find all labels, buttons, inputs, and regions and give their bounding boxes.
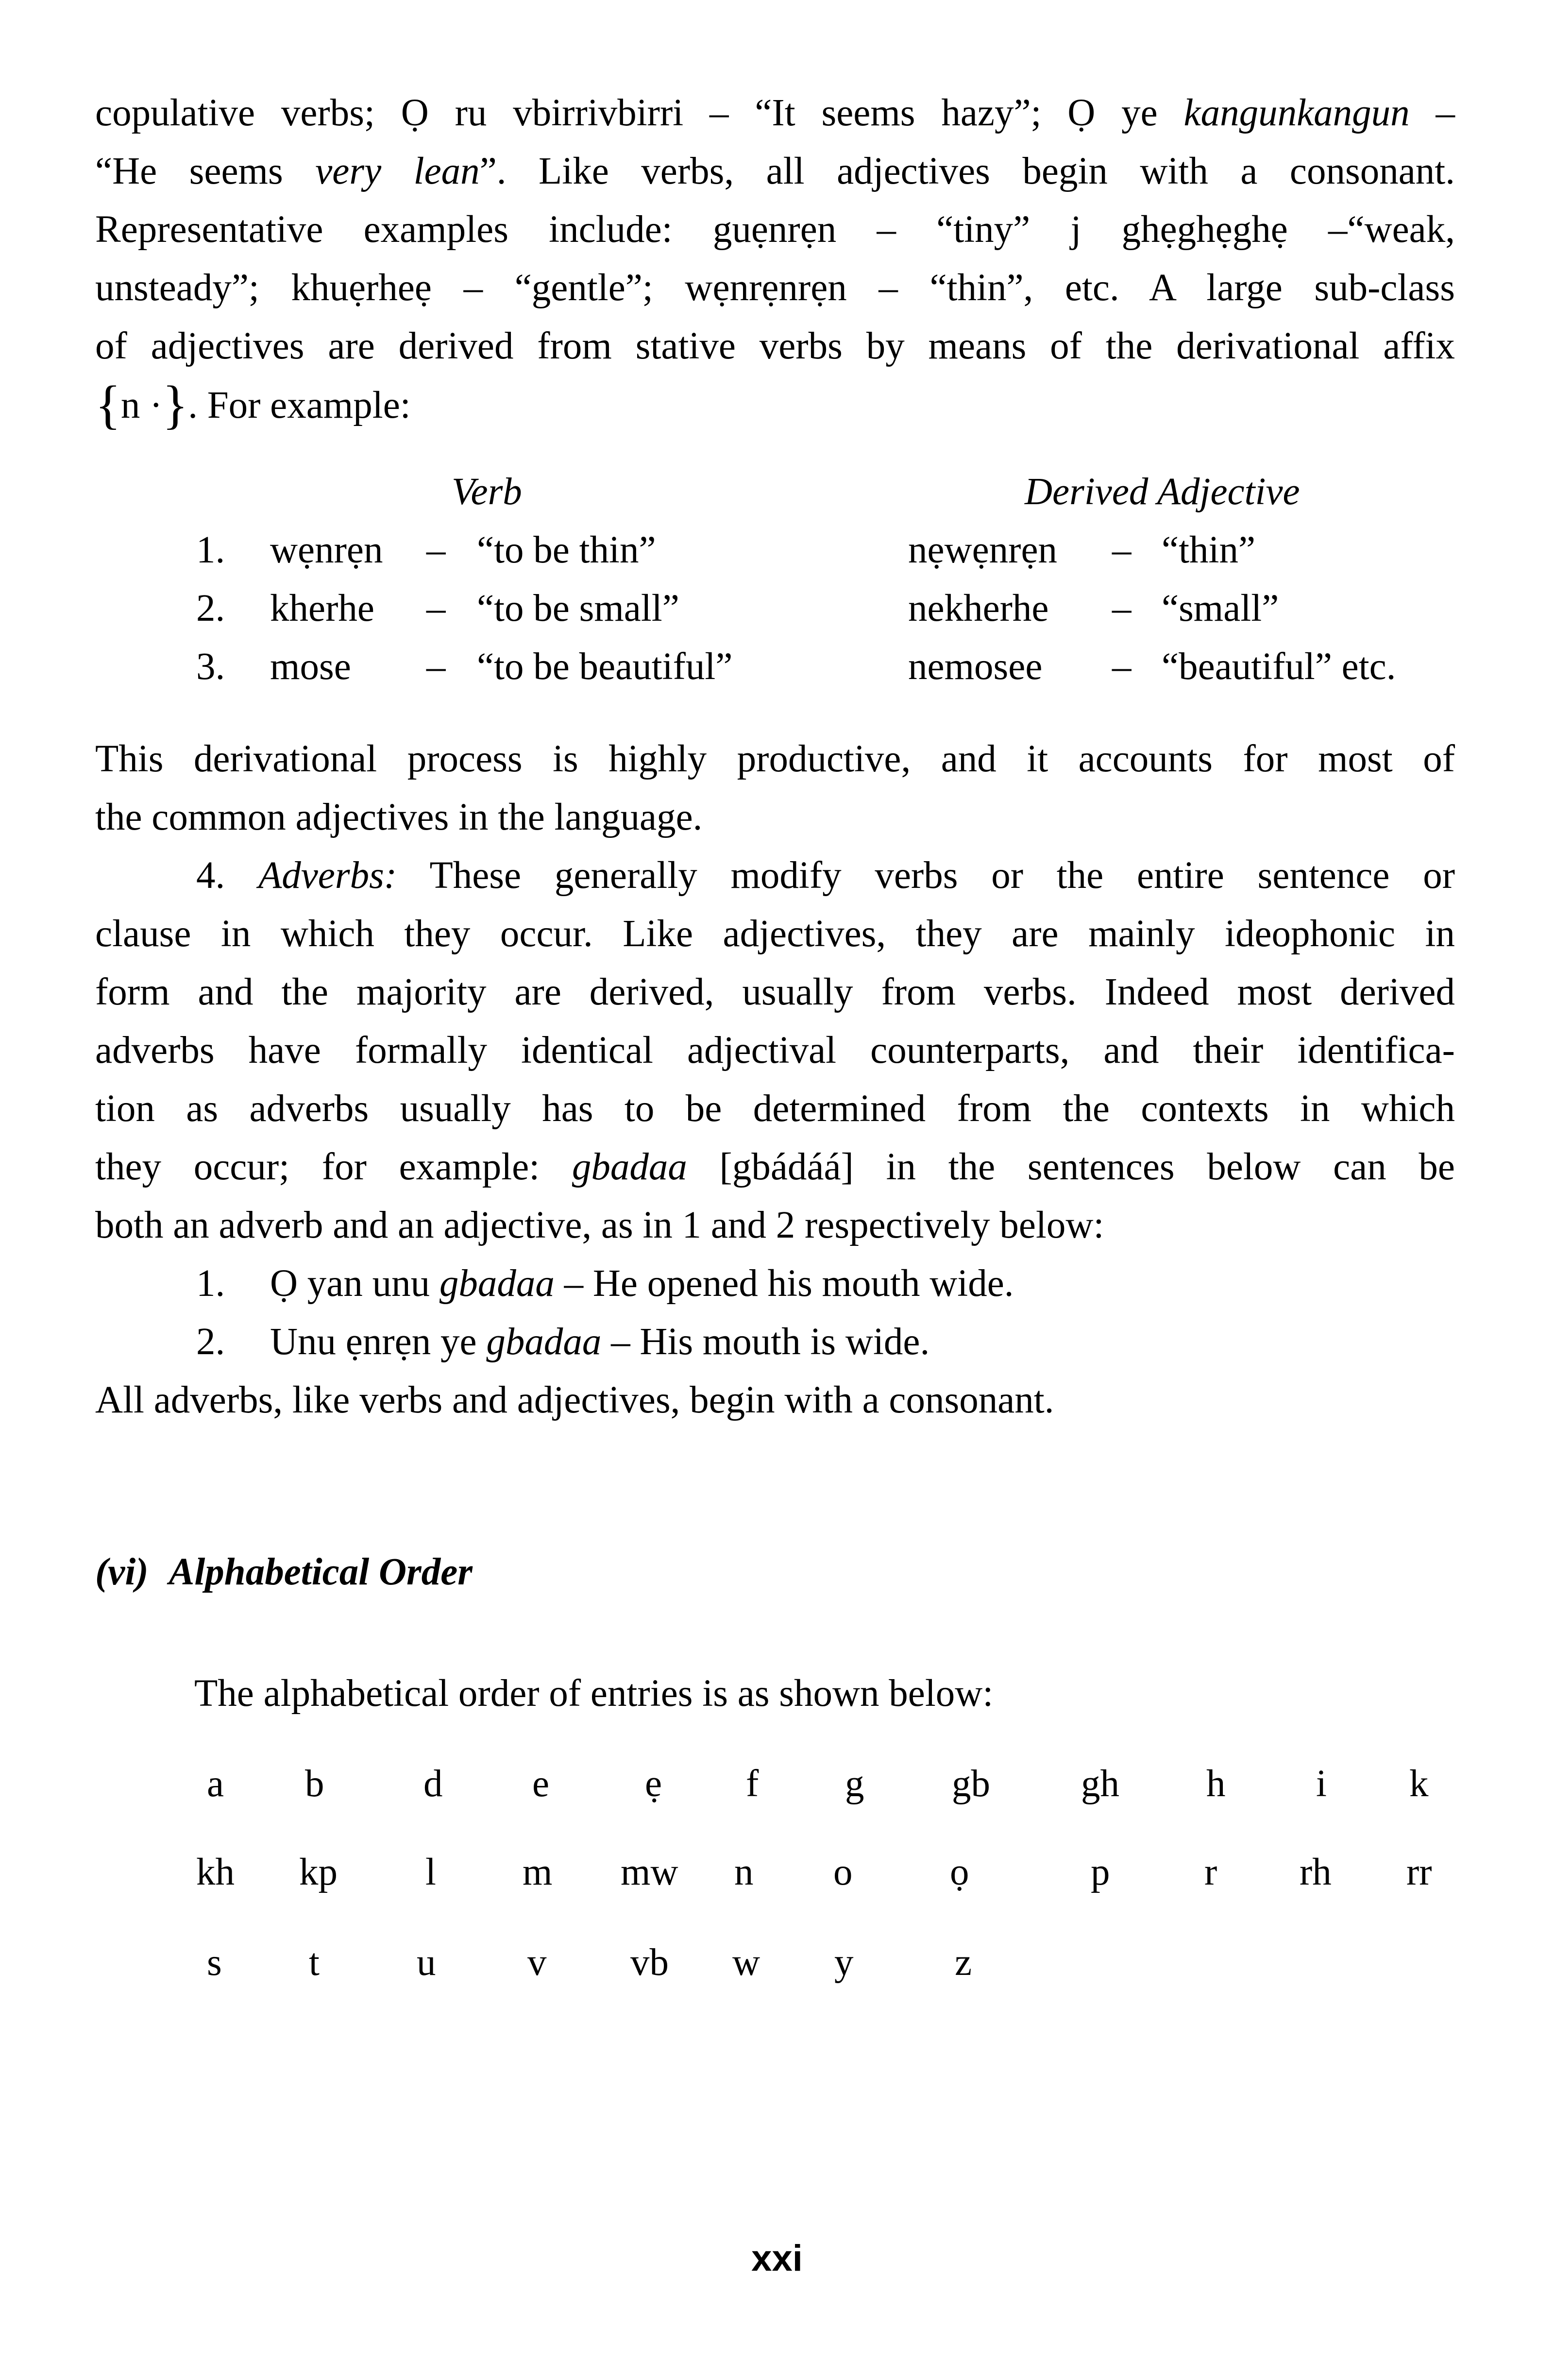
italic-term: kangunkangun (1183, 92, 1410, 134)
text-span: Unu ẹnrẹn ye (270, 1321, 487, 1363)
brace-close: } (162, 375, 188, 434)
para1-line4: unsteady”; khuẹrheẹ – “gentle”; wẹnrẹnrẹn – “thin”, etc. A large sub-class (95, 267, 1455, 309)
section-heading (95, 1546, 473, 1599)
alphabet-letter: o (833, 1851, 853, 1893)
alphabet-letter: mw (621, 1851, 678, 1893)
brace-open: { (95, 375, 121, 434)
alphabet-letter: ẹ (645, 1763, 662, 1805)
adjective-gloss: “small” (1162, 587, 1279, 629)
dash: – (1112, 529, 1132, 571)
alphabet-letter: h (1206, 1763, 1226, 1805)
alphabet-letter: gh (1081, 1763, 1119, 1805)
column-header-verb: Verb (452, 471, 522, 513)
alphabet-letter: u (417, 1941, 436, 1984)
alphabet-letter: s (207, 1941, 222, 1984)
text-span: – He opened his mouth wide. (554, 1262, 1014, 1305)
text-span: [gbádáá] in the sentences below can be (687, 1146, 1455, 1188)
row-number: 1. (196, 529, 225, 571)
text-span: – (1409, 92, 1455, 134)
alphabet-letter: a (207, 1763, 224, 1805)
para2-line2: the common adjectives in the language. (95, 796, 703, 838)
alphabet-letter: l (425, 1851, 436, 1893)
italic-term: gbadaa (439, 1262, 555, 1305)
para1-line1 (95, 86, 1455, 140)
alphabet-letter: z (955, 1941, 972, 1984)
para1-line6 (95, 375, 1455, 434)
para3-line7: both an adverb and an adjective, as in 1 and 2 respectively below: (95, 1204, 1104, 1246)
alphabet-letter: w (732, 1941, 760, 1984)
alphabet-letter: g (845, 1763, 864, 1805)
text-span: “He seems (95, 150, 316, 192)
alphabet-letter: m (523, 1851, 553, 1893)
page-number: xxi (751, 2238, 803, 2279)
text-span: Ọ yan unu (270, 1262, 439, 1305)
alphabet-letter: i (1316, 1763, 1327, 1805)
alphabet-letter: d (423, 1763, 443, 1805)
alphabet-letter: kh (196, 1851, 235, 1893)
para3-line5: tion as adverbs usually has to be determined from the contexts in which (95, 1088, 1455, 1130)
alphabet-letter: k (1409, 1763, 1429, 1805)
text-span: they occur; for example: (95, 1146, 572, 1188)
alphabet-letter: kp (299, 1851, 338, 1893)
alphabet-letter: y (834, 1941, 854, 1984)
dash: – (426, 646, 446, 688)
alphabet-letter: gb (952, 1763, 990, 1805)
para4-line1: All adverbs, like verbs and adjectives, begin with a consonant. (95, 1379, 1054, 1421)
alphabet-letter: f (746, 1763, 759, 1805)
italic-term: very lean (315, 150, 480, 192)
example-number: 2. (196, 1321, 225, 1363)
adjective-form: nemosee (908, 646, 1043, 688)
row-number: 2. (196, 587, 225, 629)
example-number: 1. (196, 1262, 225, 1305)
para3-line6 (95, 1140, 1455, 1194)
verb-form: wẹnrẹn (270, 529, 383, 571)
example-sentence (270, 1257, 1014, 1310)
section-number: (vi) (95, 1551, 149, 1593)
italic-term: Adverbs: (258, 854, 397, 897)
italic-term: gbadaa (572, 1146, 687, 1188)
item-number: 4. (196, 854, 258, 897)
text-span: ”. Like verbs, all adjectives begin with a consonant. (479, 150, 1455, 192)
adjective-form: nekherhe (908, 587, 1049, 629)
dash: – (426, 587, 446, 629)
alphabet-letter: b (305, 1763, 324, 1805)
alphabet-letter: n (734, 1851, 754, 1893)
alphabet-intro: The alphabetical order of entries is as shown below: (194, 1672, 994, 1715)
para1-line5: of adjectives are derived from stative verbs by means of the derivational affix (95, 325, 1455, 367)
dash: – (1112, 646, 1132, 688)
para3-line3: form and the majority are derived, usually from verbs. Indeed most derived (95, 971, 1455, 1013)
alphabet-letter: p (1091, 1851, 1110, 1893)
alphabet-letter: rr (1406, 1851, 1432, 1893)
adjective-gloss: “beautiful” etc. (1162, 646, 1396, 688)
alphabet-letter: r (1204, 1851, 1217, 1893)
text-span: – His mouth is wide. (601, 1321, 930, 1363)
para3-line2: clause in which they occur. Like adjectives, they are mainly ideophonic in (95, 913, 1455, 955)
alphabet-letter: t (309, 1941, 320, 1984)
para3-line4: adverbs have formally identical adjectival counterparts, and their identifica- (95, 1029, 1455, 1071)
adjective-form: nẹwẹnrẹn (908, 529, 1058, 571)
italic-term: gbadaa (486, 1321, 602, 1363)
para1-line3: Representative examples include: guẹnrẹn – “tiny” j ghẹghẹghẹ –“weak, (95, 208, 1455, 251)
verb-gloss: “to be thin” (477, 529, 656, 571)
verb-form: mose (270, 646, 351, 688)
section-title: Alphabetical Order (169, 1551, 473, 1593)
para2-line1: This derivational process is highly productive, and it accounts for most of (95, 738, 1455, 780)
alphabet-letter: ọ (950, 1851, 969, 1893)
text-span: copulative verbs; Ọ ru vbirrivbirri – “It seems hazy”; Ọ ye (95, 92, 1184, 134)
affix: n · (120, 384, 163, 426)
para1-line2 (95, 145, 1455, 198)
alphabet-letter: vb (630, 1941, 669, 1984)
verb-form: kherhe (270, 587, 374, 629)
adjective-gloss: “thin” (1162, 529, 1256, 571)
alphabet-letter: rh (1300, 1851, 1332, 1893)
para3-line1 (196, 849, 1455, 902)
alphabet-letter: e (532, 1763, 550, 1805)
row-number: 3. (196, 646, 225, 688)
verb-gloss: “to be small” (477, 587, 679, 629)
text-span: . For example: (188, 384, 411, 426)
dash: – (1112, 587, 1132, 629)
example-sentence (270, 1315, 929, 1369)
dash: – (426, 529, 446, 571)
text-span: These generally modify verbs or the entire sentence or (397, 854, 1455, 897)
verb-gloss: “to be beautiful” (477, 646, 733, 688)
alphabet-letter: v (527, 1941, 547, 1984)
column-header-adjective: Derived Adjective (1025, 471, 1300, 513)
